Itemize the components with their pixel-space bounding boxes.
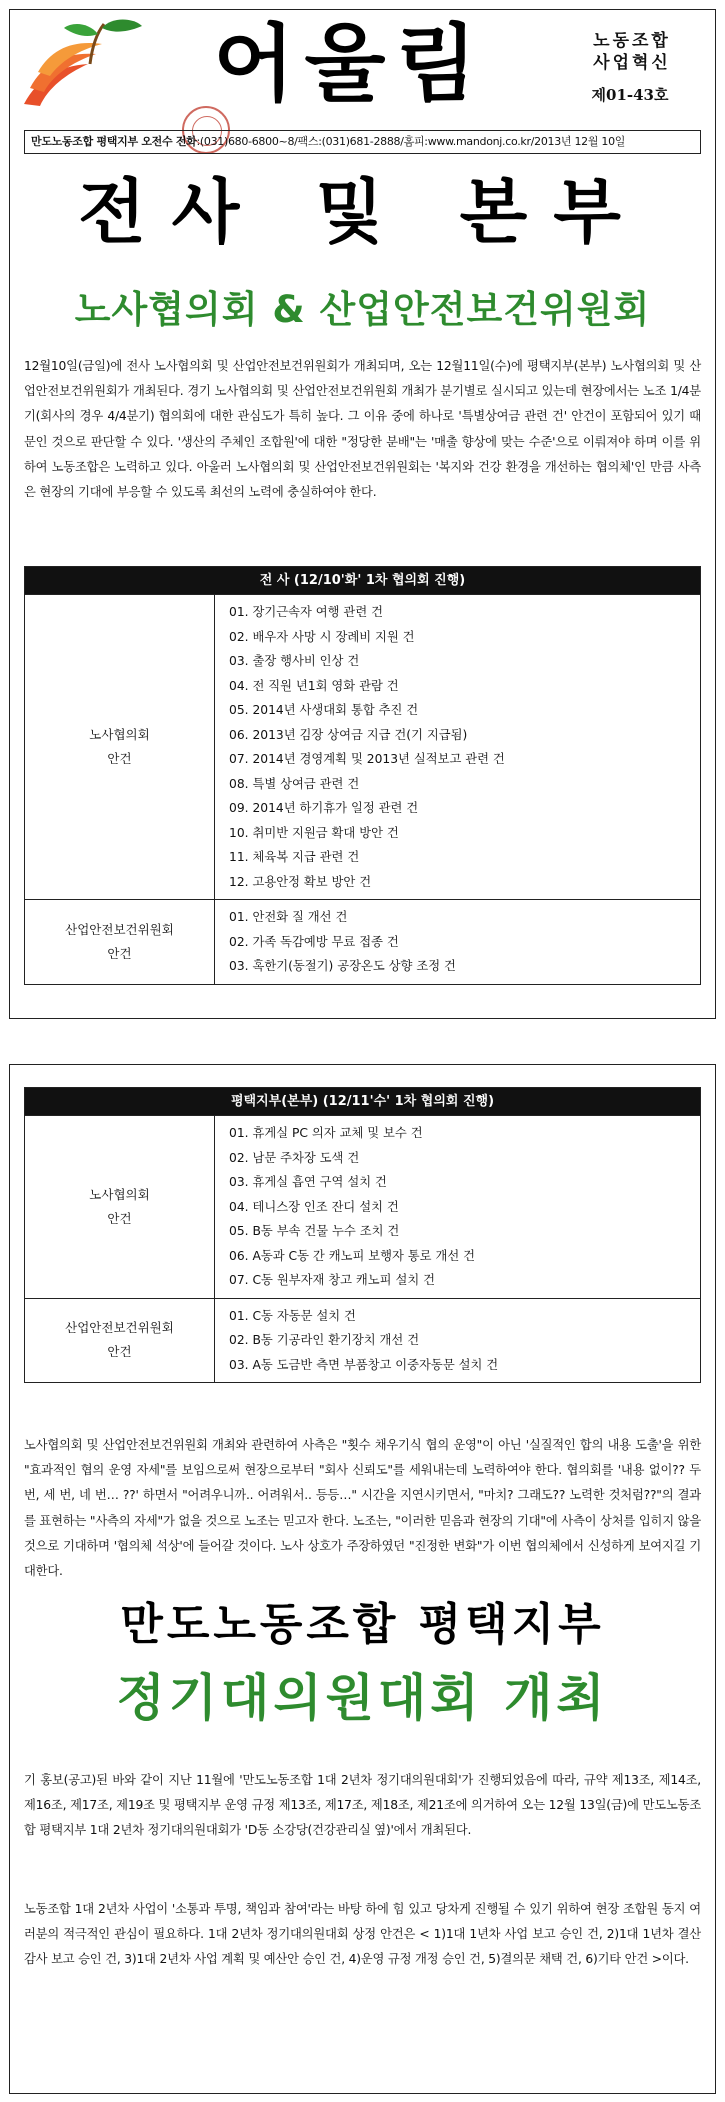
article-paragraph-3: 기 홍보(공고)된 바와 같이 지난 11월에 '만도노동조합 1대 2년차 정기대의원대회'가 진행되었음에 따라, 규약 제13조, 제14조, 제16조, 제17조, 제19조 및 평택지부 운영 규정 제13조, 제17조, 제18조, 제21조에 의거하여 오는 12월 13일(금)에 만도노동조합 평택지부 1대 2년차 정기대의원대회가 'D동 소강당(건강관리실 옆)'에서 개최된다. xyxy=(24,1773,701,1838)
contact-info-bold: 만도노동조합 평택지부 오전수 전화 xyxy=(31,135,197,148)
agenda-item: 05. B동 부속 건물 누수 조치 건 xyxy=(229,1224,400,1238)
agenda-item: 06. A동과 C동 간 캐노피 보행자 통로 개선 건 xyxy=(229,1248,476,1263)
agenda-item: 07. C동 원부자재 창고 캐노피 설치 건 xyxy=(229,1273,436,1287)
table-row xyxy=(25,899,700,984)
agenda-list xyxy=(215,1299,700,1383)
sprout-logo-icon xyxy=(18,18,148,110)
headline-delegate-convention: 정기대의원대회 개최 xyxy=(116,1669,609,1727)
agenda-item: 01. 장기근속자 여행 관련 건 xyxy=(229,605,383,619)
agenda-table-pyeongtaek xyxy=(24,1087,701,1383)
agenda-item: 02. 가족 독감예방 무료 접종 건 xyxy=(229,934,399,949)
agenda-item: 12. 고용안정 확보 방안 건 xyxy=(229,874,372,889)
agenda-item: 01. C동 자동문 설치 건 xyxy=(229,1308,356,1323)
agenda-item: 03. 휴게실 흡연 구역 설치 건 xyxy=(229,1175,387,1189)
row-category: 노사협의회 안건 xyxy=(25,595,215,899)
agenda-item: 06. 2013년 김장 상여금 지급 건(기 지급됨) xyxy=(229,727,468,742)
article-paragraph-4: 노동조합 1대 2년차 사업이 '소통과 투명, 책임과 참여'라는 바탕 하에 힘 있고 당차게 진행될 수 있기 위하여 현장 조합원 동지 여러분의 적극적인 관심이 필요하다. 1대 2년차 정기대의원대회 상정 안건은 < 1)1대 1년차 사업 보고 승인 건, 2)1대 1년차 결산감사 보고 승인 건, 3)1대 2년차 사업 계획 및 예산안 승인 건, 4)운영 규정 개정 승인 건, 5)결의문 채택 건, 6)기타 안건 >이다. xyxy=(24,1902,701,1967)
agenda-list xyxy=(215,900,700,984)
contact-info-bar xyxy=(24,130,701,154)
agenda-item: 07. 2014년 경영계획 및 2013년 실적보고 관련 건 xyxy=(229,752,505,766)
headline-main: 전사 및 본부 xyxy=(78,171,647,253)
agenda-item: 03. 출장 행사비 인상 건 xyxy=(229,654,360,668)
agenda-item: 02. 남문 주차장 도색 건 xyxy=(229,1150,360,1165)
agenda-item: 11. 체육복 지급 관련 건 xyxy=(229,850,360,864)
agenda-item: 03. 혹한기(동절기) 공장온도 상향 조정 건 xyxy=(229,959,456,973)
agenda-item: 04. 테니스장 인조 잔디 설치 건 xyxy=(229,1199,399,1214)
agenda-table-company xyxy=(24,566,701,985)
table-row xyxy=(25,594,700,899)
article-paragraph-1: 12월10일(금일)에 전사 노사협의회 및 산업안전보건위원회가 개최되며, 오는 12월11일(수)에 평택지부(본부) 노사협의회 및 산업안전보건위원회가 개최된다. 경기 노사협의회 및 산업안전보건위원회 개최가 분기별로 실시되고 있는데 현장에서는 노조 1/4분기(회사의 경우 4/4분기) 협의회에 대한 관심도가 특히 높다. 그 이유 중에 하나로 '특별상여금 관련 건' 안건이 포함되어 있기 때문인 것으로 판단할 수 있다. '생산의 주체인 조합원'에 대한 "정당한 분배"는 '매출 향상에 맞는 수준'으로 이뤄져야 하며 이를 위하여 노동조합은 노력하고 있다. 아울러 노사협의회 및 산업안전보건위원회는 '복지와 건강 환경을 개선하는 협의체'인 만큼 사측은 현장의 기대에 부응할 수 있도록 최선의 노력에 충실하여야 한다. xyxy=(24,359,701,500)
headline-sub: 노사협의회 & 산업안전보건위원회 xyxy=(74,288,651,331)
agenda-item: 02. 배우자 사망 시 장례비 지원 건 xyxy=(229,629,415,644)
table-header: 전 사 (12/10'화' 1차 협의회 진행) xyxy=(25,567,700,594)
table-row xyxy=(25,1115,700,1298)
newsletter-title: 어울림 xyxy=(213,15,487,113)
row-category: 노사협의회 안건 xyxy=(25,1116,215,1298)
issue-number: 제01-43호 xyxy=(591,86,669,104)
agenda-item: 10. 취미반 지원금 확대 방안 건 xyxy=(229,825,399,840)
agenda-item: 08. 특별 상여금 관련 건 xyxy=(229,776,360,791)
agenda-list xyxy=(215,1116,700,1298)
agenda-item: 02. B동 기공라인 환기장치 개선 건 xyxy=(229,1333,420,1347)
table-header: 평택지부(본부) (12/11'수' 1차 협의회 진행) xyxy=(25,1088,700,1115)
masthead xyxy=(10,10,715,148)
agenda-item: 04. 전 직원 년1회 영화 관람 건 xyxy=(229,678,399,693)
agenda-item: 01. 안전화 질 개선 건 xyxy=(229,910,348,924)
newsletter-page-1 xyxy=(9,9,716,1019)
article-paragraph-2: 노사협의회 및 산업안전보건위원회 개최와 관련하여 사측은 "횟수 채우기식 협의 운영"이 아닌 '실질적인 합의 내용 도출'을 위한 "효과적인 협의 운영 자세"를 보임으로써 현장으로부터 "회사 신뢰도"를 세워내는데 노력하여야 한다. 협의회를 '내용 없이?? 두 번, 세 번, 네 번… ??' 하면서 "어려우니까.. 어려워서.. 등등…" 시간을 지연시키면서, "마치? 그래도?? 노력한 것처럼??"의 결과를 표현하는 "사측의 자세"가 없을 것으로 노조는 믿고자 한다. 노조는, "이러한 믿음과 현장의 기대"에 사측이 상처를 입히지 않을 것으로 기대하며 '협의체 석상'에 들어갈 것이다. 노사 상호가 주장하였던 "진정한 변화"가 이번 협의체에서 신성하게 보여지길 기대한다. xyxy=(24,1438,701,1579)
masthead-subtitle xyxy=(562,30,702,74)
agenda-item: 01. 휴게실 PC 의자 교체 및 보수 건 xyxy=(229,1126,423,1140)
agenda-item: 09. 2014년 하기휴가 일정 관련 건 xyxy=(229,801,419,815)
agenda-item: 03. A동 도금반 측면 부품창고 이중자동문 설치 건 xyxy=(229,1357,499,1372)
subtitle-line-1: 노동조합 xyxy=(593,31,671,51)
agenda-item: 05. 2014년 사생대회 통합 추진 건 xyxy=(229,703,419,717)
headline-union-branch: 만도노동조합 평택지부 xyxy=(120,1599,605,1650)
subtitle-line-2: 사업혁신 xyxy=(593,53,671,73)
table-row xyxy=(25,1298,700,1383)
row-category: 산업안전보건위원회 안건 xyxy=(25,1299,215,1383)
newsletter-page-2 xyxy=(9,1064,716,2094)
contact-info-text: :(031)680-6800~8/팩스:(031)681-2888/홈피:www.mandonj.co.kr/2013년 12월 10일 xyxy=(196,135,626,148)
row-category: 산업안전보건위원회 안건 xyxy=(25,900,215,984)
agenda-list xyxy=(215,595,700,899)
